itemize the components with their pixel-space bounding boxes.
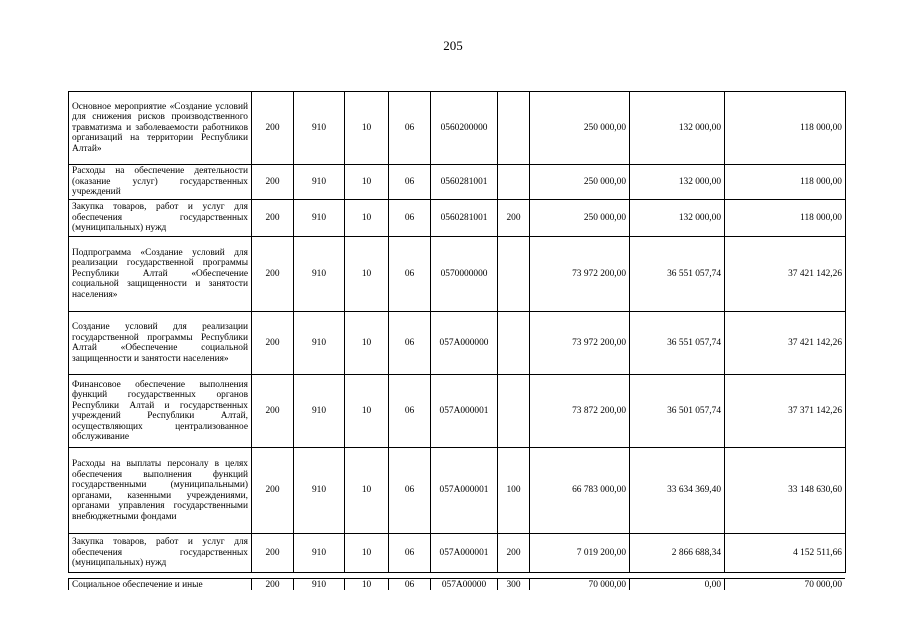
col-amount-2: 36 551 057,74 [630,312,725,375]
col-amount-3: 70 000,00 [725,579,846,591]
row-description: Создание условий для реализации государственной программы Республики Алтай «Обеспечение социальной защищенности и занятости населения» [69,312,252,375]
col-expense-type [498,237,530,312]
budget-table [68,91,846,573]
col-amount-1: 73 872 200,00 [530,375,630,448]
col-expense-type [498,92,530,165]
table-row [69,375,846,448]
col-code-2: 910 [294,200,345,237]
col-subsection: 06 [389,92,431,165]
cut-off-row-wrapper [68,578,845,590]
col-expense-type [498,165,530,200]
col-code-1: 200 [252,165,294,200]
col-code-1: 200 [252,579,294,591]
col-code-2: 910 [294,579,345,591]
row-description: Расходы на обеспечение деятельности (оказание услуг) государственных учреждений [69,165,252,200]
col-subsection: 06 [389,448,431,534]
col-amount-3: 33 148 630,60 [725,448,846,534]
col-subsection: 06 [389,579,431,591]
row-description: Расходы на выплаты персоналу в целях обеспечения выполнения функций государственными (муниципальными) органами, казенными учреждениями, органами управления государственными внебюджетными фондами [69,448,252,534]
col-target-code: 0560281001 [431,200,498,237]
col-amount-1: 250 000,00 [530,200,630,237]
col-target-code: 0560281001 [431,165,498,200]
col-section: 10 [345,200,389,237]
col-target-code: 057А000001 [431,375,498,448]
col-code-1: 200 [252,200,294,237]
col-amount-2: 132 000,00 [630,92,725,165]
row-description: Закупка товаров, работ и услуг для обеспечения государственных (муниципальных) нужд [69,534,252,573]
col-code-1: 200 [252,375,294,448]
col-target-code: 057А000000 [431,312,498,375]
col-amount-2: 36 501 057,74 [630,375,725,448]
col-code-2: 910 [294,375,345,448]
col-section: 10 [345,237,389,312]
col-code-2: 910 [294,534,345,573]
col-code-1: 200 [252,312,294,375]
col-amount-3: 118 000,00 [725,200,846,237]
col-subsection: 06 [389,200,431,237]
col-amount-2: 132 000,00 [630,200,725,237]
col-section: 10 [345,448,389,534]
col-target-code: 0560200000 [431,92,498,165]
col-amount-3: 4 152 511,66 [725,534,846,573]
col-target-code: 0570000000 [431,237,498,312]
table-row [69,165,846,200]
col-expense-type: 300 [498,579,530,591]
col-target-code: 057А00000 [431,579,498,591]
col-amount-3: 118 000,00 [725,92,846,165]
table-row [69,237,846,312]
row-description: Подпрограмма «Создание условий для реализации государственной программы Республики Алтай «Обеспечение социальной защищенности и занятости населения» [69,237,252,312]
page-number: 205 [443,38,463,53]
row-description: Финансовое обеспечение выполнения функций государственных органов Республики Алтай и государственных учреждений Республики Алтай, осуществляющих централизованное обслуживание [69,375,252,448]
col-code-1: 200 [252,448,294,534]
col-amount-3: 37 421 142,26 [725,312,846,375]
col-section: 10 [345,165,389,200]
col-expense-type: 200 [498,200,530,237]
col-target-code: 057А000001 [431,448,498,534]
col-amount-2: 132 000,00 [630,165,725,200]
col-code-2: 910 [294,165,345,200]
col-subsection: 06 [389,375,431,448]
col-expense-type [498,375,530,448]
table-row [69,312,846,375]
col-code-1: 200 [252,237,294,312]
table-row [69,534,846,573]
table-row [69,579,846,591]
col-subsection: 06 [389,312,431,375]
col-amount-2: 33 634 369,40 [630,448,725,534]
col-amount-3: 37 421 142,26 [725,237,846,312]
col-amount-2: 36 551 057,74 [630,237,725,312]
col-code-1: 200 [252,534,294,573]
col-amount-3: 118 000,00 [725,165,846,200]
row-description: Социальное обеспечение и иные [69,579,252,591]
col-amount-1: 250 000,00 [530,92,630,165]
col-subsection: 06 [389,237,431,312]
col-section: 10 [345,375,389,448]
col-code-2: 910 [294,92,345,165]
col-code-2: 910 [294,312,345,375]
row-description: Закупка товаров, работ и услуг для обеспечения государственных (муниципальных) нужд [69,200,252,237]
col-amount-1: 73 972 200,00 [530,237,630,312]
col-amount-1: 66 783 000,00 [530,448,630,534]
col-amount-1: 73 972 200,00 [530,312,630,375]
col-section: 10 [345,534,389,573]
col-expense-type: 200 [498,534,530,573]
row-description: Основное мероприятие «Создание условий для снижения рисков производственного травматизма и заболеваемости работников организаций на территории Республики Алтай» [69,92,252,165]
col-code-2: 910 [294,448,345,534]
col-code-1: 200 [252,92,294,165]
col-section: 10 [345,579,389,591]
col-amount-3: 37 371 142,26 [725,375,846,448]
col-code-2: 910 [294,237,345,312]
col-subsection: 06 [389,165,431,200]
table-row [69,92,846,165]
col-expense-type [498,312,530,375]
table-row [69,200,846,237]
col-expense-type: 100 [498,448,530,534]
col-target-code: 057А000001 [431,534,498,573]
col-amount-2: 2 866 688,34 [630,534,725,573]
table-row [69,448,846,534]
col-amount-1: 7 019 200,00 [530,534,630,573]
col-amount-1: 70 000,00 [530,579,630,591]
col-subsection: 06 [389,534,431,573]
col-amount-1: 250 000,00 [530,165,630,200]
col-amount-2: 0,00 [630,579,725,591]
budget-table-last-row [68,578,845,590]
col-section: 10 [345,92,389,165]
col-section: 10 [345,312,389,375]
